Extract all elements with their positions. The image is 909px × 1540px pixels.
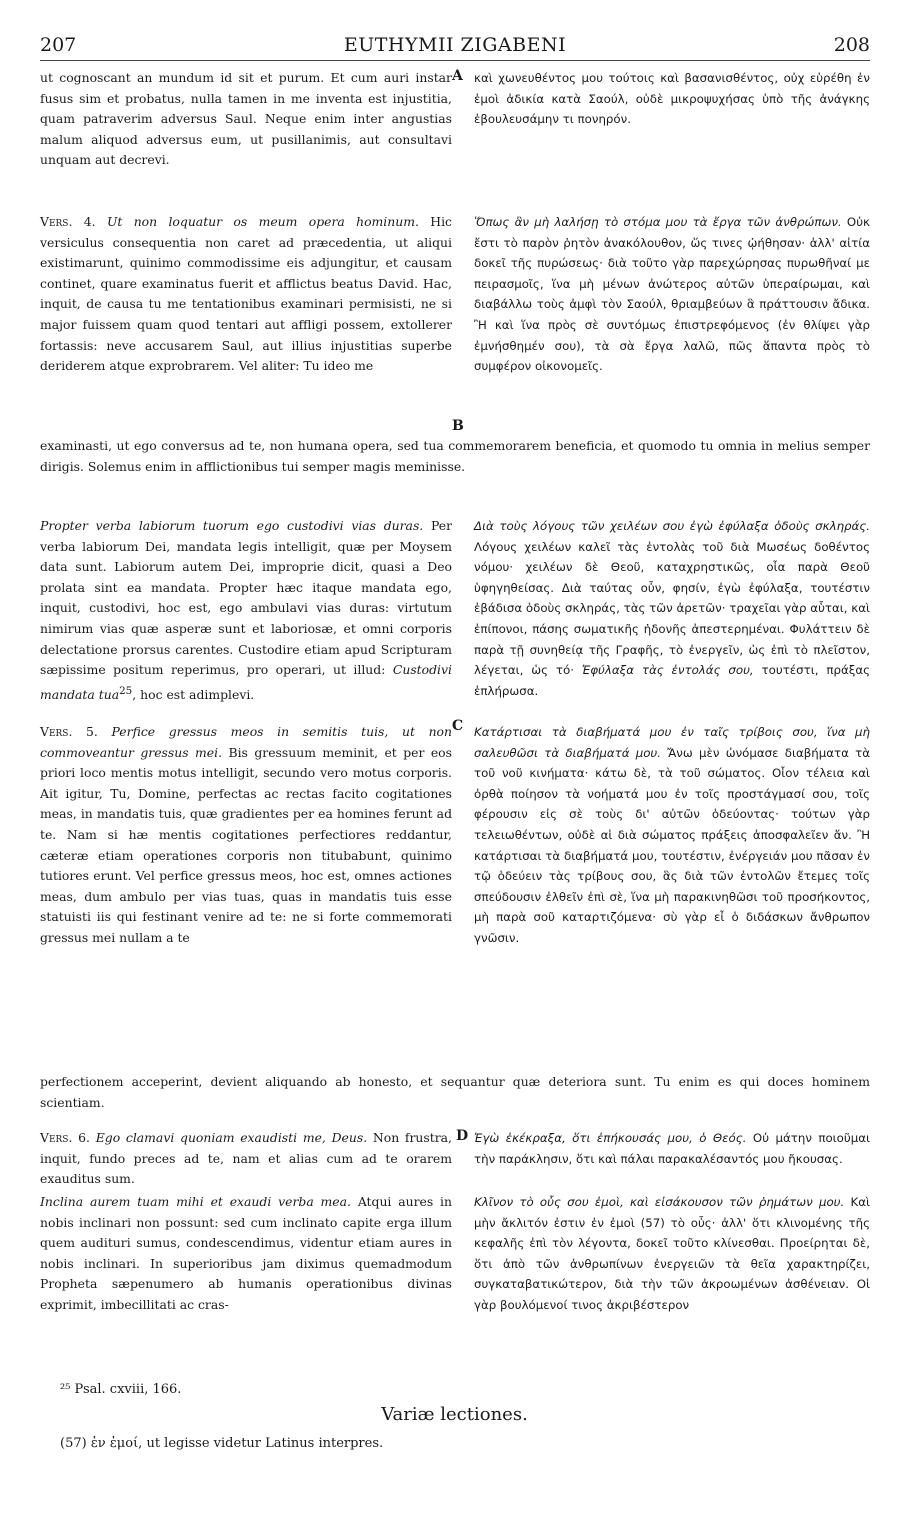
lemma: Κλῖνον τὸ οὖς σου ἐμοὶ, καὶ εἰσάκουσον τῶν ῥημάτων μου. (474, 1195, 845, 1209)
latin-paragraph-5: Vers. 6. Ego clamavi quoniam exaudisti me, Deus. Non frustra, inquit, fundo preces ad te, nam et alias cum ad te orarem exauditus sum. (40, 1130, 452, 1187)
verse-label: Vers. 6. (40, 1130, 90, 1145)
marker-b: B (452, 418, 464, 434)
marker-a: A (452, 68, 463, 84)
fullwidth-paragraph-2: perfectionem acceperint, devient aliquando ab honesto, et sequantur quæ deteriora sunt. Tu enim es qui doces hominem scientiam. (40, 1074, 870, 1110)
marker-c: C (452, 718, 464, 734)
marker-d: D (456, 1128, 469, 1144)
greek-paragraph-6: Κλῖνον τὸ οὖς σου ἐμοὶ, καὶ εἰσάκουσον τῶν ῥημάτων μου. Καὶ μὴν ἄκλιτόν ἐστιν ἐν ἐμοὶ (57) τὸ οὖς· ἀλλ' ὅτι κλινομένης τῆς κεφαλῆς ἐπὶ τὸν λέγοντα, δοκεῖ τοῦτο κλίνεσθαι. Προείρηται δὲ, ὅτι ἀπὸ τῶν ἀνθρωπίνων ἐνεργειῶν τὰ θεῖα χαρακτηρίζει, συγκαταβατικώτερον, διὰ τὴν τῶν ἀκροωμένων ἀσθένειαν. Οἱ γὰρ βουλόμενοί τινος ἀκριβέστερον (474, 1195, 871, 1312)
variae-lectiones-heading: Variæ lectiones. (381, 1404, 528, 1425)
lemma: Inclina aurem tuam mihi et exaudi verba mea. (40, 1194, 351, 1209)
lemma: Κατάρτισαι τὰ διαβήματά μου ἐν ταῖς τρίβοις σου, ἵνα μὴ σαλευθῶσι τὰ διαβήματά μου. (474, 725, 870, 760)
fullwidth-paragraph-1: examinasti, ut ego conversus ad te, non humana opera, sed tua commemorarem beneficia, et quomodo tu omnia in melius semper dirigis. Solemus enim in afflictionibus tui semper magis meminisse. (40, 438, 870, 474)
lemma: Ὅπως ἂν μὴ λαλήσῃ τὸ στόμα μου τὰ ἔργα τῶν ἀνθρώπων. (474, 215, 842, 229)
lemma: Διὰ τοὺς λόγους τῶν χειλέων σου ἐγὼ ἐφύλαξα ὁδοὺς σκληράς. (474, 519, 870, 533)
latin-paragraph-6: Inclina aurem tuam mihi et exaudi verba mea. Atqui aures in nobis inclinari non possunt: sed cum inclinato capite erga illum quem audituri sumus, condescendimus, videntur etiam aures in nobis inclinari. In superioribus jam diximus quemadmodum Propheta sæpenumero ab humanis operationibus divinas exprimit, imbecillitati ac cras- (40, 1194, 452, 1312)
latin-paragraph-2: Vers. 4. Ut non loquatur os meum opera hominum. Hic versiculus consequentia non caret ad præcedentia, ut aliqui existimarunt, quinimo commodissime eis adjungitur, et causam continet, quare examinatus fuerit et afflictus beatus David. Hac, inquit, de causa tu me tentationibus examinari permisisti, ne si major fuissem quam quod tentari aut affligi possem, extollerer fortassis: neve accusarem Saul, aut illius injustitias superbe deriderem atque exprobrarem. Vel aliter: Tu ideo me (40, 214, 452, 374)
greek-paragraph-2: Ὅπως ἂν μὴ λαλήσῃ τὸ στόμα μου τὰ ἔργα τῶν ἀνθρώπων. Οὐκ ἔστι τὸ παρὸν ῥητὸν ἀνακόλουθον, ὥς τινες ᾠήθησαν· ἀλλ' αἰτία δοκεῖ τῆς πυρώσεως· διὰ τοῦτο γὰρ παρεχώρησας πυρωθῆναί με πειρασμοῖς, ἵνα μὴ μένων ἀνώτερος αὐτῶν ὑπεραίρωμαι, καὶ διαβάλλω τοὺς ἀμφὶ τὸν Σαούλ, θριαμβεύων ἃ πράττουσιν ἄδικα. Ἢ καὶ ἵνα πρὸς σὲ συντόμως ἐπιστρεφόμενος (ἐν θλίψει γὰρ ἐμνήσθημέν σου), τὰ σὰ ἔργα λαλῶ, πῶς ἅπαντα πρὸς τὸ συμφέρον οἰκονομεῖς. (474, 215, 870, 374)
quotation: Ἐφύλαξα τὰς ἐντολάς σου, (581, 663, 754, 678)
verse-label: Vers. 5. (40, 724, 98, 739)
latin-paragraph-1: ut cognoscant an mundum id sit et purum. Et cum auri instar fusus sim et probatus, nulla tamen in me inventa est injustitia, quam patraverim adversus Saul. Neque enim inter angustias malum aliquod adversus eum, ut pusillanimis, aut consultavi unquam aut decrevi. (40, 70, 452, 168)
greek-paragraph-1: καὶ χωνευθέντος μου τούτοις καὶ βασανισθέντος, οὐχ εὑρέθη ἐν ἐμοὶ ἀδικία κατὰ Σαούλ, οὐδὲ μικροψυχήσας ὑπὸ τῆς ἀνάγκης ἐβουλευσάμην τι πονηρόν. (474, 71, 870, 127)
latin-paragraph-3: Propter verba labiorum tuorum ego custodivi vias duras. Per verba labiorum Dei, mandata legis intelligit, quæ per Moysem data sunt. Labiorum autem Dei, improprie dicit, quasi a Deo prolata sint ea mandata. Propter hæc itaque mandata ego, inquit, custodivi, hoc est, ego ambulavi vias duras: virtutum nimirum vias quæ asperæ sunt et laboriosæ, et omni corporis delectatione prorsus carentes. Custodire etiam apud Scripturam sæpissime positum reperimus, pro operari, ut illud: Custodivi mandata tua$^{25}$, hoc est adimplevi. (40, 518, 452, 702)
lemma: Ego clamavi quoniam exaudisti me, Deus. (95, 1130, 368, 1145)
verse-label: Vers. 4. (40, 214, 96, 229)
header-rule (40, 60, 870, 61)
footnote-ref: 25 (119, 684, 133, 697)
latin-paragraph-4: Vers. 5. Perfice gressus meos in semitis tuis, ut non commoveantur gressus mei. Bis gressuum meminit, et per eos priori loco mentis motus intelligit, secundo vero motus corporis. Ait igitur, Tu, Domine, perfectas ac rectas facito cogitationes meas, in mandatis tuis, quæ gradientes per ea homines ferunt ad te. Nam si hæ mentis cogitationes perfectiores reddantur, cæteræ etiam operationes corporis non titubabunt, quinimo tutiores erunt. Vel perfice gressus meos, hoc est, omnes actiones meas, dum ambulo per vias tuas, quas in mandatis tuis esse statuisti iis qui festinant venire ad te: ne si forte commemorati gressus mei nullam a te (40, 724, 452, 945)
greek-paragraph-4: Κατάρτισαι τὰ διαβήματά μου ἐν ταῖς τρίβοις σου, ἵνα μὴ σαλευθῶσι τὰ διαβήματά μου. Ἄνω μὲν ὠνόμασε διαβήματα τὰ τοῦ νοῦ κινήματα· κάτω δὲ, τὰ τοῦ σώματος. Οἷον τέλεια καὶ ὀρθὰ ποίησον τὰ νοήματά μου ἐν τοῖς προστάγμασί σου, τοῖς φέρουσιν εἰς σὲ τοὺς δι' αὐτῶν ὁδεύοντας· τούτων γὰρ τελειωθέντων, οὐδὲ αἱ διὰ σώματος πράξεις ἀποσφαλεῖεν ἄν. Ἢ κατάρτισαι τὰ διαβήματά μου, τουτέστιν, ἐνέργειάν μου πᾶσαν ἐν τῷ ὁδεύειν τὰς τρίβους σου, ἃς διὰ τῶν ἐντολῶν ἔτεμες τοῖς σπεύδουσιν ἐλθεῖν ἐπὶ σὲ, ἵνα μὴ παρακινηθῶσι τοῦ προσήκοντος, μὴ παρὰ σοῦ καταρτιζόμενα· σὺ γὰρ εἶ ὁ διδάσκων ἄνθρωπον γνῶσιν. (474, 725, 870, 945)
page-number-right: 208 (833, 34, 870, 56)
lemma: Perfice gressus meos in semitis tuis, ut non commoveantur gressus mei. (40, 724, 452, 760)
page-title: EUTHYMII ZIGABENI (343, 34, 567, 56)
lemma: Ἐγὼ ἐκέκραξα, ὅτι ἐπήκουσάς μου, ὁ Θεός. (474, 1131, 747, 1145)
running-header (40, 34, 870, 58)
lemma: Ut non loquatur os meum opera hominum. (106, 214, 419, 229)
page-number-left: 207 (40, 34, 77, 56)
greek-paragraph-3: Διὰ τοὺς λόγους τῶν χειλέων σου ἐγὼ ἐφύλαξα ὁδοὺς σκληράς. Λόγους χειλέων καλεῖ τὰς ἐντολὰς τοῦ διὰ Μωσέως δοθέντος νόμου· χειλέων δὲ Θεοῦ, καταχρηστικῶς, οἷα παρὰ Θεοῦ ὑφηγηθείσας. Διὰ ταύτας οὖν, φησίν, ἐγὼ ἐφύλαξα, τουτέστιν ἐβάδισα ὁδοὺς σκληράς, τὰς τῶν ἀρετῶν· τραχεῖαι γὰρ αὗται, καὶ ἐπίπονοι, πάσης σωματικῆς ἡδονῆς ἀπεστερημέναι. Φυλάττειν δὲ παρὰ τῇ συνηθείᾳ τῆς Γραφῆς, τὸ ἐνεργεῖν, ὡς ἐπὶ τὸ πλεῖστον, λέγεται, ὡς τό· Ἐφύλαξα τὰς ἐντολάς σου, τουτέστι, πράξας ἐπλήρωσα. (474, 519, 871, 698)
quotation: Custodivi mandata tua (40, 662, 452, 702)
footnote: ²⁵ Psal. cxviii, 166. (60, 1382, 182, 1397)
greek-paragraph-5: Ἐγὼ ἐκέκραξα, ὅτι ἐπήκουσάς μου, ὁ Θεός. Οὐ μάτην ποιοῦμαι τὴν παράκλησιν, ὅτι καὶ πάλαι παρακαλέσαντός μου ἤκουσας. (474, 1131, 870, 1166)
variae-lectiones-note: (57) ἐν ἐμοί, ut legisse videtur Latinus interpres. (60, 1436, 384, 1451)
lemma: Propter verba labiorum tuorum ego custodivi vias duras. (40, 518, 424, 533)
